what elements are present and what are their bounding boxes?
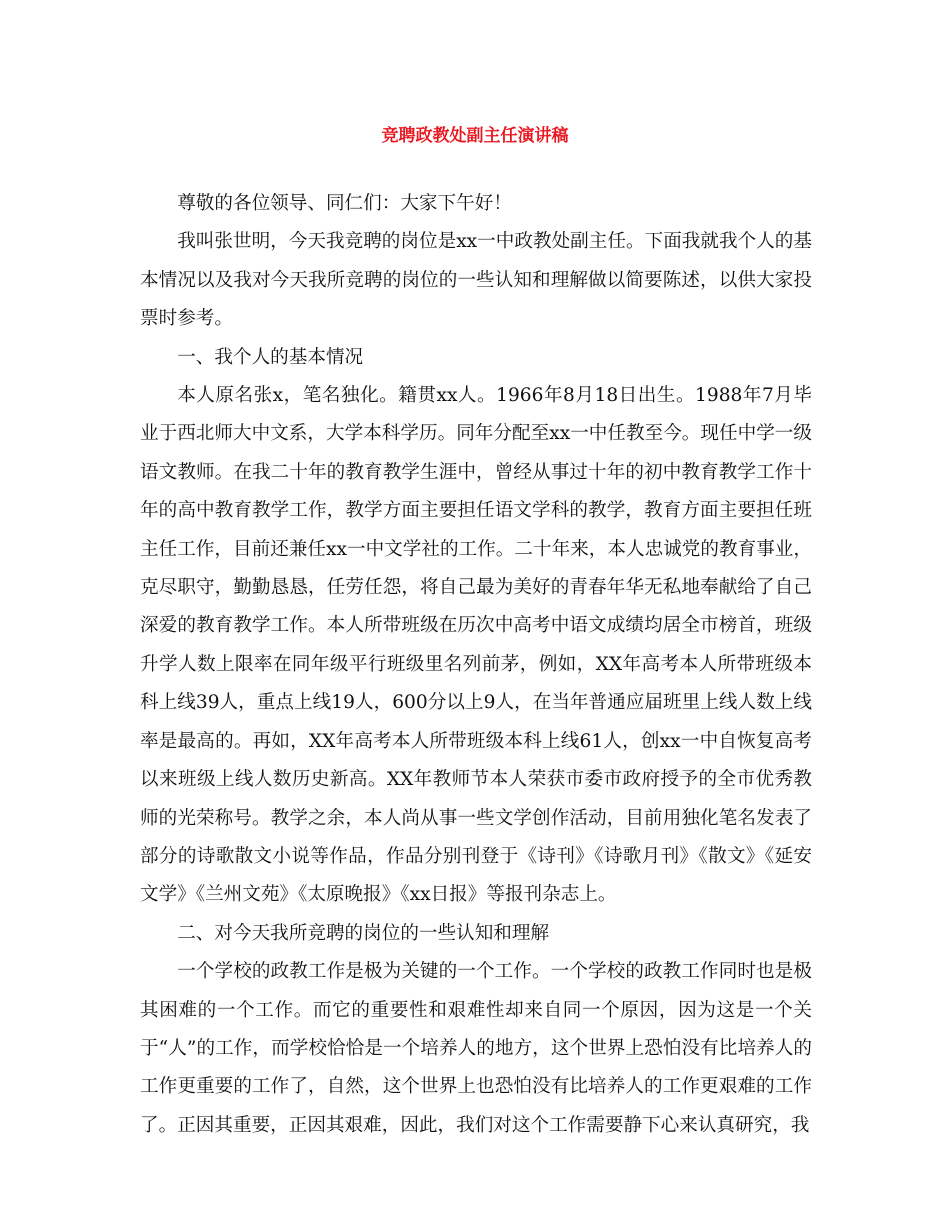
section-heading-2: 二、对今天我所竞聘的岗位的一些认知和理解 xyxy=(177,922,550,944)
greeting-paragraph: 尊敬的各位领导、同仁们：大家下午好！ xyxy=(177,193,512,214)
intro-paragraph: 我叫张世明，今天我竞聘的岗位是xx一中政教处副主任。下面我就我个人的基本情况以及我对今天我所竞聘的岗位的一些认知和理解做以简要陈述，以供大家投票时参考。 xyxy=(140,231,812,330)
section-heading-1: 一、我个人的基本情况 xyxy=(177,346,364,368)
document-title: 竞聘政教处副主任演讲稿 xyxy=(381,126,569,146)
understanding-paragraph: 一个学校的政教工作是极为关键的一个工作。一个学校的政教工作同时也是极其困难的一个工作。而它的重要性和艰难性却来自同一个原因，因为这是一个关于“人”的工作，而学校恰恰是一个培养人的地方，这个世界上恐怕没有比培养人的工作更重要的工作了，自然，这个世界上也恐怕没有比培养人的工作更艰难的工作了。正因其重要，正因其艰难，因此，我们对这个工作需要静下心来认真研究，我 xyxy=(140,961,812,1136)
document-body xyxy=(140,185,812,1145)
background-paragraph: 本人原名张x，笔名独化。籍贯xx人。1966年8月18日出生。1988年7月毕业于西北师大中文系，大学本科学历。同年分配至xx一中任教至今。现任中学一级语文教师。在我二十年的教育教学生涯中，曾经从事过十年的初中教育教学工作十年的高中教育教学工作，教学方面主要担任语文学科的教学，教育方面主要担任班主任工作，目前还兼任xx一中文学社的工作。二十年来，本人忠诚党的教育事业，克尽职守，勤勤恳恳，任劳任怨，将自己最为美好的青春年华无私地奉献给了自己深爱的教育教学工作。本人所带班级在历次中高考中语文成绩均居全市榜首，班级升学人数上限率在同年级平行班级里名列前茅，例如，XX年高考本人所带班级本科上线39人，重点上线19人，600分以上9人，在当年普通应届班里上线人数上线率是最高的。再如，XX年高考本人所带班级本科上线61人，创xx一中自恢复高考以来班级上线人数历史新高。XX年教师节本人荣获市委市政府授予的全市优秀教师的光荣称号。教学之余，本人尚从事一些文学创作活动，目前用独化笔名发表了部分的诗歌散文小说等作品，作品分别刊登于《诗刊》《诗歌月刊》《散文》《延安文学》《兰州文苑》《太原晚报》《xx日报》等报刊杂志上。 xyxy=(140,385,812,906)
